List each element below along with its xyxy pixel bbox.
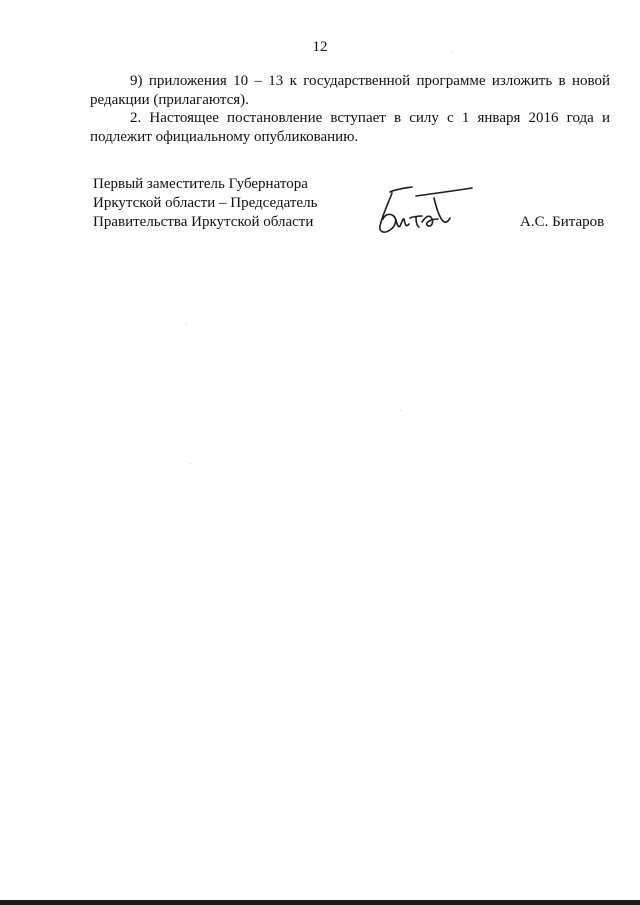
signatory-position-line: Правительства Иркутской области bbox=[93, 214, 314, 230]
handwritten-signature bbox=[372, 186, 476, 236]
paragraph-item-9 bbox=[90, 72, 610, 110]
paragraph-item-2 bbox=[90, 109, 610, 147]
paragraph-line: 2. Настоящее постановление вступает в силу с 1 января 2016 года и bbox=[130, 110, 610, 126]
page-number: 12 bbox=[312, 39, 328, 55]
scan-speck bbox=[400, 410, 401, 411]
scan-speck bbox=[186, 324, 187, 325]
paragraph-line: подлежит официальному опубликованию. bbox=[90, 129, 359, 145]
paragraph-line: редакции (прилагаются). bbox=[90, 92, 249, 108]
scan-speck bbox=[190, 463, 191, 464]
signatory-position-line: Иркутской области – Председатель bbox=[93, 195, 318, 211]
paragraph-line: 9) приложения 10 – 13 к государственной программе изложить в новой bbox=[130, 73, 610, 89]
scan-bottom-edge bbox=[0, 900, 640, 905]
signatory-name: А.С. Битаров bbox=[520, 214, 605, 230]
scan-speck bbox=[452, 52, 453, 53]
signatory-position bbox=[93, 175, 317, 232]
signatory-position-line: Первый заместитель Губернатора bbox=[93, 176, 308, 192]
